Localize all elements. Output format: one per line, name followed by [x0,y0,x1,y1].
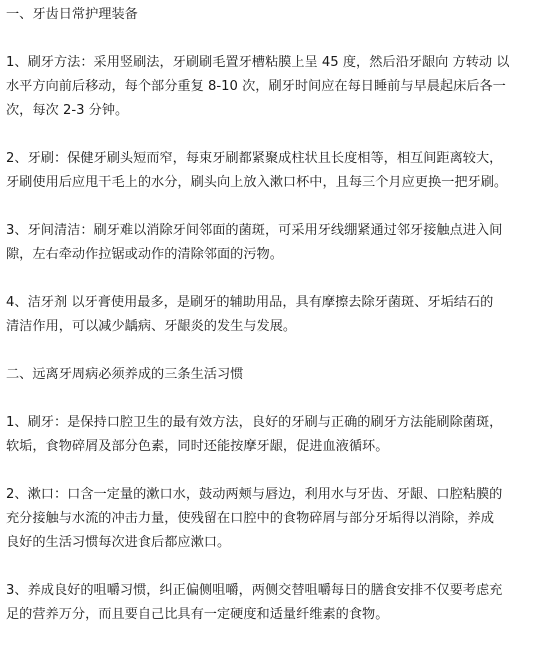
section-heading-text: 二、远离牙周病必须养成的三条生活习惯 [6,367,244,382]
paragraph-line: 良好的生活习惯每次进食后都应漱口。 [6,535,231,550]
paragraph-line: 2、漱口：口含一定量的漱口水，鼓动两颊与唇边，利用水与牙齿、牙龈、口腔粘膜的 [6,487,503,502]
paragraph-line: 充分接触与水流的冲击力量，使残留在口腔中的食物碎屑与部分牙垢得以消除，养成 [6,511,494,526]
paragraph-brushing-method [6,51,547,123]
paragraph-line: 2、牙刷：保健牙刷头短而窄，每束牙刷都紧聚成柱状且长度相等，相互间距离较大， [6,151,503,166]
paragraph-toothbrush [6,147,547,195]
paragraph-line: 水平方向前后移动，每个部分重复 8-10 次，刷牙时间应在每日睡前与早晨起床后各一 [6,79,506,94]
paragraph-line: 3、牙间清洁：刷牙难以消除牙间邻面的菌斑，可采用牙线绷紧通过邻牙接触点进入间 [6,223,503,238]
section-heading-2 [6,363,547,387]
paragraph-habit-chewing [6,579,547,627]
paragraph-line: 牙刷使用后应甩干毛上的水分，刷头向上放入漱口杯中，且每三个月应更换一把牙刷。 [6,175,508,190]
paragraph-line: 1、刷牙方法：采用竖刷法，牙刷刷毛置牙槽粘膜上呈 45 度，然后沿牙龈向 方转动 以 [6,55,510,70]
section-heading-text: 一、牙齿日常护理装备 [6,7,138,22]
paragraph-line: 足的营养万分，而且要自己比具有一定硬度和适量纤维素的食物。 [6,607,389,622]
paragraph-line: 3、养成良好的咀嚼习惯，纠正偏侧咀嚼，两侧交替咀嚼每日的膳食安排不仅要考虑充 [6,583,503,598]
paragraph-line: 1、刷牙：是保持口腔卫生的最有效方法，良好的牙刷与正确的刷牙方法能刷除菌斑， [6,415,503,430]
paragraph-habit-brushing [6,411,547,459]
paragraph-line: 隙，左右牵动作拉锯或动作的清除邻面的污物。 [6,247,283,262]
paragraph-habit-rinsing [6,483,547,555]
section-heading-1 [6,3,547,27]
paragraph-line: 4、洁牙剂 以牙膏使用最多，是刷牙的辅助用品，具有摩擦去除牙菌斑、牙垢结石的 [6,295,494,310]
paragraph-line: 次，每次 2-3 分钟。 [6,103,129,118]
paragraph-interdental-cleaning [6,219,547,267]
paragraph-line: 软垢，食物碎屑及部分色素，同时还能按摩牙龈，促进血液循环。 [6,439,389,454]
paragraph-line: 清洁作用，可以减少龋病、牙龈炎的发生与发展。 [6,319,297,334]
paragraph-dentifrice [6,291,547,339]
